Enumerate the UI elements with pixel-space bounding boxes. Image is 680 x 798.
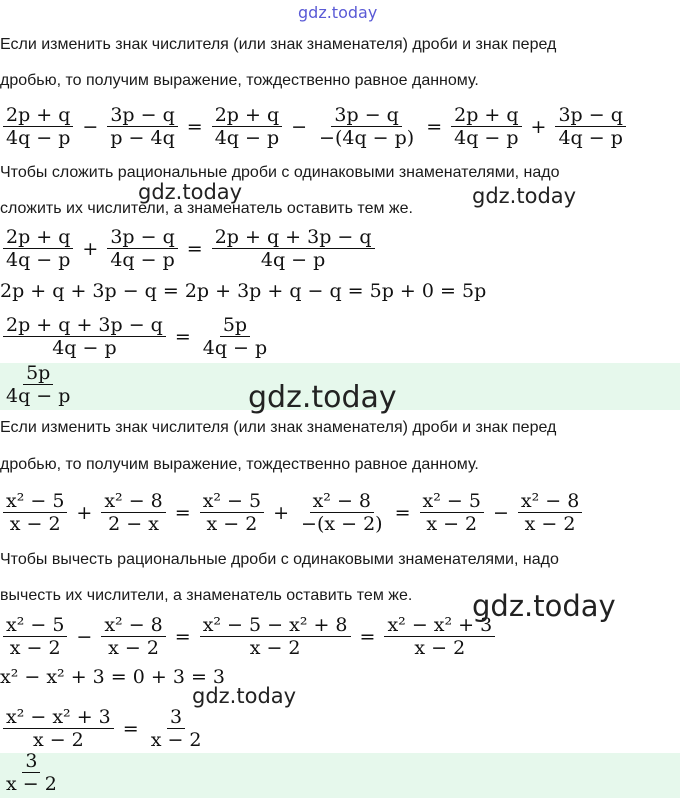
fraction: $\frac{3p - q}{4q - p}$ bbox=[555, 104, 625, 149]
fraction: $\frac{5p}{4q - p}$ bbox=[6, 362, 71, 407]
intro-line-2: дробью, то получим выражение, тождественно равное данному. bbox=[0, 72, 479, 89]
intro-line-1: Если изменить знак числителя (или знак знаменателя) дроби и знак перед bbox=[0, 419, 557, 436]
watermark: gdz.today bbox=[472, 184, 577, 208]
equals: = bbox=[394, 501, 411, 524]
fraction: $\frac{2p + q}{4q - p}$ bbox=[212, 104, 282, 149]
fraction: $\frac{2p + q + 3p - q}{4q - p}$ bbox=[3, 314, 166, 359]
watermark: gdz.today bbox=[192, 684, 297, 708]
equals: = bbox=[174, 501, 191, 524]
fraction: $\frac{2p + q}{4q - p}$ bbox=[3, 226, 73, 271]
answer-fraction bbox=[0, 750, 63, 795]
equation-sign-change-1 bbox=[0, 104, 629, 149]
fraction: $\frac{\text{x² − 8}}{-(x - 2)}$ bbox=[301, 490, 383, 535]
fraction: $\frac{3}{x - 2}$ bbox=[150, 706, 202, 751]
operator: − bbox=[492, 501, 509, 524]
equation-sign-change-2 bbox=[0, 490, 585, 535]
intro-line-1: Если изменить знак числителя (или знак знаменателя) дроби и знак перед bbox=[0, 36, 557, 53]
equals: = bbox=[426, 115, 443, 138]
operator: + bbox=[530, 115, 547, 138]
fraction: $\frac{5p}{4q - p}$ bbox=[202, 314, 268, 359]
fraction: $\frac{2p + q + 3p - q}{4q - p}$ bbox=[212, 226, 375, 271]
watermark: gdz.today bbox=[138, 180, 243, 204]
operator: − bbox=[82, 115, 99, 138]
fraction: $\frac{\text{x² − 5}}{x - 2}$ bbox=[3, 490, 67, 535]
equation-sum bbox=[0, 226, 378, 271]
equals: = bbox=[122, 717, 139, 740]
fraction: $\frac{\text{x² − x² + 3}}{x - 2}$ bbox=[384, 614, 495, 659]
operator: + bbox=[273, 501, 290, 524]
rule-line-2: сложить их числители, а знаменатель оставить тем же. bbox=[0, 200, 413, 217]
equation-result bbox=[0, 706, 208, 751]
rule-line-1: Чтобы вычесть рациональные дроби с одинаковыми знаменателями, надо bbox=[0, 551, 559, 568]
operator: + bbox=[76, 501, 93, 524]
operator: + bbox=[82, 237, 99, 260]
rule-line-2: вычесть их числители, а знаменатель оставить тем же. bbox=[0, 587, 413, 604]
fraction: $\frac{\text{x² − 5}}{x - 2}$ bbox=[200, 490, 264, 535]
fraction: $\frac{3p - q}{4q - p}$ bbox=[107, 226, 177, 271]
equals: = bbox=[174, 325, 191, 348]
equation-simplify: 2p + q + 3p − q = 2p + 3p + q − q = 5p + 0 = 5p bbox=[0, 280, 487, 302]
equals: = bbox=[186, 115, 203, 138]
fraction: $\frac{3p - q}{p - 4q}$ bbox=[107, 104, 177, 149]
fraction: $\frac{\text{x² − 8}}{x - 2}$ bbox=[101, 614, 165, 659]
fraction: $\frac{2p + q}{4q - p}$ bbox=[3, 104, 73, 149]
intro-line-2: дробью, то получим выражение, тождественно равное данному. bbox=[0, 456, 479, 473]
fraction: $\frac{\text{x² − 5}}{x - 2}$ bbox=[420, 490, 484, 535]
watermark: gdz.today bbox=[248, 380, 397, 415]
equation-difference bbox=[0, 614, 498, 659]
equals: = bbox=[359, 625, 376, 648]
equation-result bbox=[0, 314, 273, 359]
fraction: $\frac{\text{x² − 8}}{2 - x}$ bbox=[101, 490, 165, 535]
fraction: $\frac{3}{x - 2}$ bbox=[6, 750, 57, 795]
fraction: $\frac{\text{x² − 8}}{x - 2}$ bbox=[518, 490, 582, 535]
equation-simplify: x² − x² + 3 = 0 + 3 = 3 bbox=[0, 666, 226, 688]
operator: − bbox=[76, 625, 93, 648]
answer-fraction bbox=[0, 362, 76, 407]
fraction: $\frac{\text{x² − x² + 3}}{x - 2}$ bbox=[3, 706, 114, 751]
answer-band bbox=[0, 753, 680, 798]
equals: = bbox=[186, 237, 203, 260]
operator: − bbox=[291, 115, 308, 138]
equals: = bbox=[174, 625, 191, 648]
fraction: $\frac{\text{x² − 5 − x² + 8}}{x - 2}$ bbox=[200, 614, 351, 659]
watermark-top: gdz.today bbox=[298, 3, 378, 22]
watermark: gdz.today bbox=[472, 589, 616, 623]
fraction: $\frac{3p - q}{-(4q - p)}$ bbox=[319, 104, 415, 149]
rule-line-1: Чтобы сложить рациональные дроби с одинаковыми знаменателями, надо bbox=[0, 164, 560, 181]
fraction: $\frac{\text{x² − 5}}{x - 2}$ bbox=[3, 614, 67, 659]
fraction: $\frac{2p + q}{4q - p}$ bbox=[451, 104, 521, 149]
